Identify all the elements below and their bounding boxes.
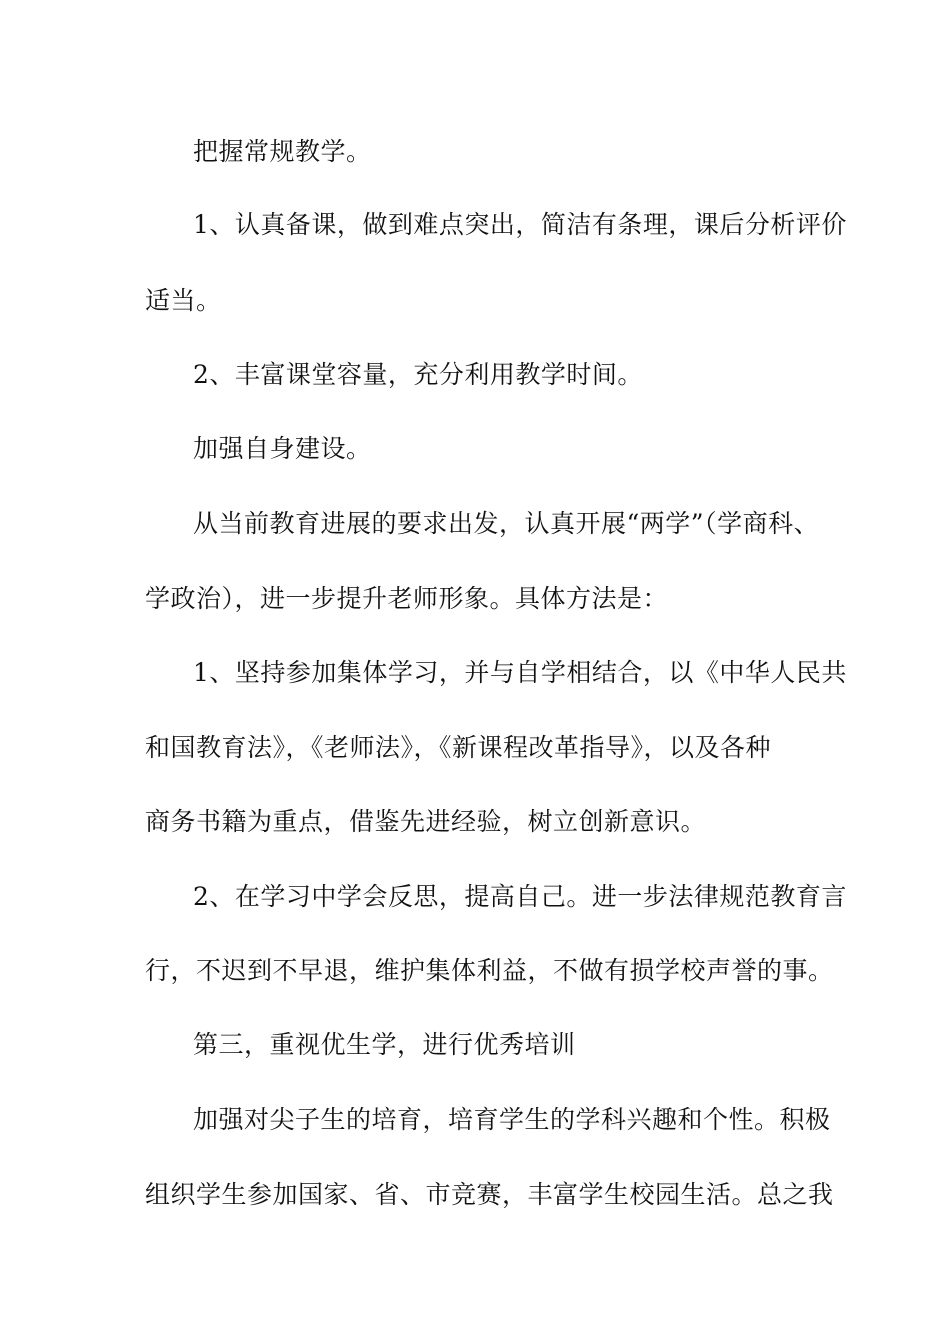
- paragraph-line: 1、认真备课，做到难点突出，简洁有条理，课后分析评价: [193, 210, 847, 239]
- paragraph-line: 和国教育法》，《老师法》，《新课程改革指导》，以及各种: [145, 733, 772, 762]
- paragraph-line: 加强自身建设。: [193, 434, 372, 463]
- paragraph-line: 适当。: [145, 286, 222, 315]
- paragraph-line: 学政治），进一步提升老师形象。具体方法是：: [145, 584, 669, 613]
- paragraph-line: 行，不迟到不早退，维护集体利益，不做有损学校声誉的事。: [145, 956, 834, 985]
- paragraph-line: 加强对尖子生的培育，培育学生的学科兴趣和个性。积极: [193, 1105, 831, 1134]
- paragraph-line: 商务书籍为重点，借鉴先进经验，树立创新意识。: [145, 807, 707, 836]
- section-heading: 第三，重视优生学，进行优秀培训: [193, 1030, 576, 1059]
- paragraph-line: 2、丰富课堂容量，充分利用教学时间。: [193, 360, 643, 389]
- paragraph-line: 1、坚持参加集体学习，并与自学相结合，以《中华人民共: [193, 658, 847, 687]
- paragraph-line: 从当前教育进展的要求出发，认真开展“两学”（学商科、: [193, 509, 820, 538]
- paragraph-line: 组织学生参加国家、省、市竞赛，丰富学生校园生活。总之我: [145, 1180, 834, 1209]
- paragraph-line: 2、在学习中学会反思，提高自己。进一步法律规范教育言: [193, 882, 847, 911]
- paragraph-line: 把握常规教学。: [193, 137, 372, 166]
